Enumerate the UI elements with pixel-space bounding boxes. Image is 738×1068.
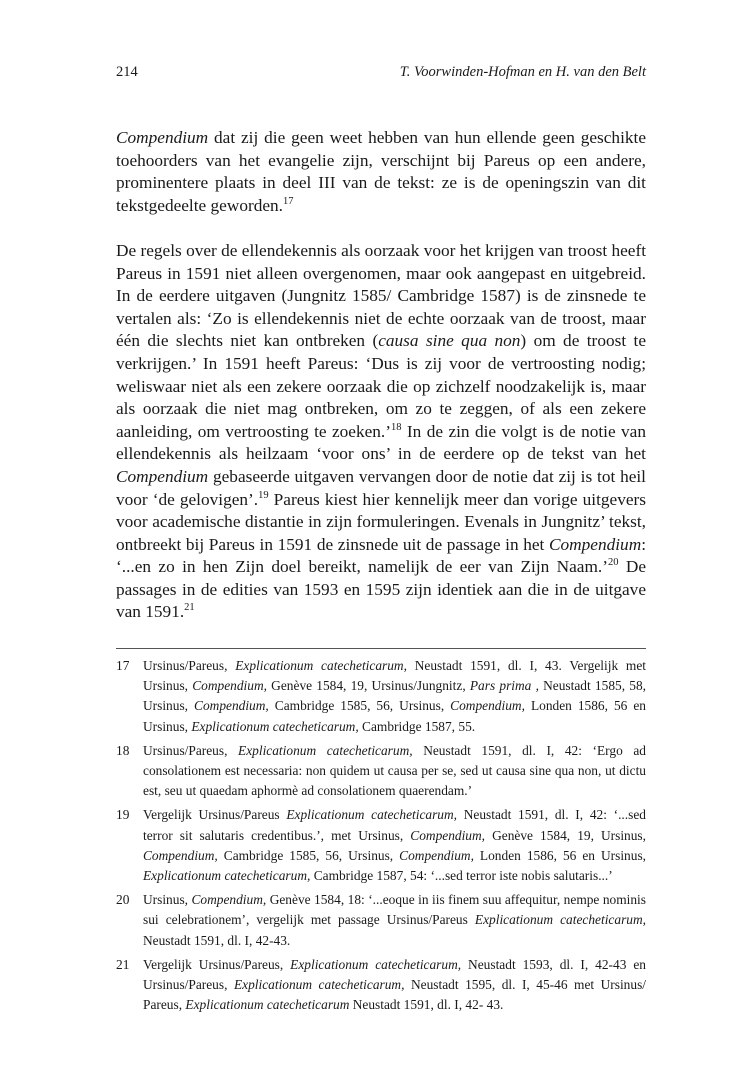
text-run: Cambridge 1587, 55.: [358, 718, 476, 734]
footnote-ref: 20: [607, 557, 619, 569]
italic-text: Explicationum catecheticarum,: [191, 718, 359, 734]
italic-text: Explicationum catecheticarum,: [143, 868, 311, 884]
text-run: Vergelijk Ursinus/Pareus,: [143, 956, 291, 972]
paragraph: [116, 127, 646, 217]
footnote: [116, 741, 646, 802]
footnote-ref: 17: [282, 196, 294, 208]
footnote-text: [143, 890, 646, 951]
italic-text: Pars prima ,: [469, 678, 539, 694]
running-header: [116, 64, 646, 81]
text-run: Neustadt 1593, dl. I, 42-43 en Ursinus/Pareus,: [143, 956, 646, 993]
footnote: [116, 656, 646, 737]
paragraph: [116, 240, 646, 624]
italic-text: Explicationum catecheticarum,: [290, 956, 462, 972]
text-run: Cambridge 1585, 56, Ursinus,: [217, 847, 400, 863]
text-run: Neustadt 1585, 58, Ursinus,: [143, 678, 646, 714]
text-run: Neustadt 1591, dl. I, 42- 43.: [349, 997, 504, 1013]
italic-text: Compendium,: [410, 827, 486, 843]
italic-text: Explicationum catecheticarum,: [235, 658, 407, 673]
text-run: Neustadt 1595, dl. I, 45-46 met Ursinus/ Pareus,: [143, 977, 647, 1013]
italic-text: Explicationum catecheticarum,: [286, 807, 458, 823]
italic-text: causa sine qua non: [378, 331, 521, 351]
text-run: ) om de troost te verkrijgen.’ In 1591 heeft Pareus: ‘Dus is zij voor de vertroosting nodig; weliswaar niet als een zekere oorzaak die op zichzelf noodzakelijk is, maar als oorzaak die niet mag ontbreken, om zo te zeggen, of als een zekere aanleiding, om vertroosting te zoeken.’: [116, 331, 646, 441]
italic-text: Compendium,: [450, 698, 525, 714]
italic-text: Compendium: [549, 534, 642, 554]
page-number: 214: [116, 64, 138, 80]
footnote-divider: [116, 648, 646, 649]
text-run: : ‘...en zo in hen Zijn doel bereikt, namelijk de eer van Zijn Naam.’: [116, 534, 646, 577]
text-run: De regels over de ellendekennis als oorzaak voor het krijgen van troost heeft Pareus in 1591 niet alleen overgenomen, maar ook aangepast en uitgebreid. In de eerdere uitgaven (Jungnitz 1585/ Cambridge 1587) is de zinsnede te vertalen als: ‘Zo is ellendekennis niet de echte oorzaak van de troost, maar één die slechts niet kan ontbreken (: [116, 240, 646, 351]
text-run: Neustadt 1591, dl. I, 42-43.: [143, 932, 291, 948]
text-run: Cambridge 1585, 56, Ursinus,: [268, 698, 451, 714]
text-run: Vergelijk Ursinus/Pareus: [143, 807, 287, 823]
italic-text: Compendium: [116, 128, 209, 147]
footnote-ref: 18: [391, 421, 402, 433]
italic-text: Compendium,: [143, 847, 218, 863]
text-run: Genève 1584, 19, Ursinus,: [485, 827, 646, 843]
italic-text: Compendium,: [191, 892, 267, 908]
footnote-text: [143, 955, 646, 1016]
footnote-text: [143, 741, 646, 802]
footnote-ref: 19: [258, 489, 269, 501]
running-head-authors: T. Voorwinden-Hofman en H. van den Belt: [399, 64, 646, 80]
footnote-text: [143, 656, 646, 737]
footnote-number: 19: [116, 807, 130, 823]
text-run: Neustadt 1591, dl. I, 43. Vergelijk met Ursinus,: [143, 658, 646, 694]
italic-text: Compendium,: [194, 698, 269, 714]
text-run: In de zin die volgt is de notie van ellendekennis als heilzaam ‘voor ons’ in de eerdere op de tekst van het: [116, 421, 646, 464]
text-run: Neustadt 1591, dl. I, 42: ‘Ergo ad consolationem est necessaria: non quidem ut causa per se, sed ut causa sine qua non, ut dictu est, seu ut quaedam aphormè ad consolationem quaerendam.’: [143, 742, 647, 799]
footnote-number: 20: [116, 892, 130, 908]
footnote-number: 17: [116, 658, 130, 673]
text-run: dat zij die geen weet hebben van hun ellende geen geschikte toehoorders van het evangelie zijn, verschijnt bij Pareus op een andere, prominentere plaats in deel III van de tekst: ze is de openingszin van dit tekstgedeelte geworden.: [116, 128, 646, 215]
text-run: Ursinus/Pareus,: [143, 658, 236, 673]
italic-text: Explicationum catecheticarum,: [233, 977, 405, 993]
text-run: Londen 1586, 56 en Ursinus,: [473, 847, 646, 863]
footnotes: [116, 656, 646, 1019]
italic-text: Compendium,: [192, 678, 267, 694]
text-run: Genève 1584, 18: ‘...eoque in iis finem suu affequitur, nempe nominis sui celebrationem’, vergelijk met passage Ursinus/Pareus: [143, 892, 646, 928]
italic-text: Explicationum catecheticarum,: [238, 742, 413, 758]
footnote: [116, 805, 646, 886]
footnote: [116, 955, 646, 1016]
footnote-text: [143, 805, 646, 886]
footnote-number: 21: [116, 956, 130, 972]
text-run: Ursinus/Pareus,: [143, 742, 239, 758]
footnote-number: 18: [116, 742, 130, 758]
main-text: [116, 127, 646, 624]
italic-text: Compendium,: [399, 847, 474, 863]
text-run: Genève 1584, 19, Ursinus/Jungnitz,: [266, 678, 470, 694]
text-run: Londen 1586, 56 en Ursinus,: [143, 698, 647, 734]
text-run: Cambridge 1587, 54: ‘...sed terror iste nobis salutaris...’: [310, 868, 613, 884]
italic-text: Explicationum catecheticarum: [185, 997, 350, 1013]
text-run: Pareus kiest hier kennelijk meer dan vorige uitgevers voor academische distantie in zijn formuleringen. Evenals in Jungnitz’ tekst, ontbreekt bij Pareus in 1591 de zinsnede uit de passage in het: [116, 489, 647, 554]
italic-text: Compendium: [116, 466, 209, 486]
text-run: De passages in de edities van 1593 en 1595 zijn identiek aan die in de uitgave van 1591.: [116, 557, 646, 622]
text-run: gebaseerde uitgaven vervangen door de notie dat zij is tot heil voor ‘de gelovigen’.: [116, 466, 646, 509]
footnote-ref: 21: [184, 602, 195, 614]
text-run: Ursinus,: [143, 892, 192, 908]
text-run: Neustadt 1591, dl. I, 42: ‘...sed terror sit salutaris credentibus.’, met Ursinus,: [143, 807, 646, 843]
italic-text: Explicationum catecheticarum,: [474, 912, 646, 928]
footnote: [116, 890, 646, 951]
